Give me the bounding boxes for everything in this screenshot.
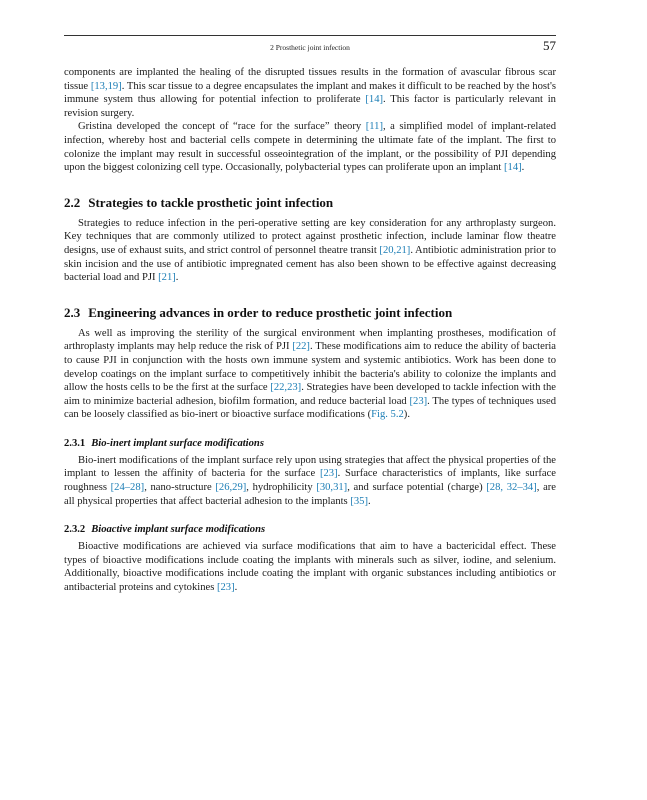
citation-link[interactable]: [11] (365, 121, 383, 133)
paragraph-text: . (234, 582, 238, 594)
paragraph (64, 540, 556, 594)
paragraph-text: components are implanted the healing of the disrupted tissues results in the formation of avascular fibrous scar tissue (64, 67, 556, 92)
citation-link[interactable]: [22,23] (270, 382, 302, 394)
paragraph-text: . These modifications aim to reduce the ability of bacteria to cause PJI in conjunction with the hosts own immune system and systemic antibiotics. Work has been done to develop coatings on the implant surface to competitively inhibit the bacteria's ability to colonize the implants and allow the hosts cells to be the first at the surface (64, 341, 556, 394)
paragraph-text: Bioactive modifications are achieved via surface modifications that aim to have a bactericidal effect. These types of bioactive modifications include coating the implants with minerals such as silver, iodine, and selenium. Additionally, bioactive modifications include coating the implant with organic substances including antibiotics or antibacterial proteins and cytokines (64, 541, 556, 594)
citation-link[interactable]: [20,21] (379, 244, 411, 256)
paragraph (64, 66, 556, 120)
section-number: 2.2 (64, 194, 81, 210)
paragraph (64, 120, 556, 174)
citation-link[interactable]: [22] (292, 341, 310, 353)
paragraph (64, 454, 556, 508)
page-number: 57 (543, 38, 556, 53)
paragraph (64, 217, 556, 285)
citation-link[interactable]: [24–28] (110, 482, 145, 494)
paragraph-text: . Antibiotic administration prior to skin incision and the use of antibiotic impregnated cement has also been shown to be effective against decreasing bacterial load and PJI (64, 244, 556, 284)
paragraph-text: . (521, 162, 525, 174)
citation-link[interactable]: [26,29] (215, 482, 247, 494)
paragraph-text: ). (403, 409, 410, 421)
paragraph-text: . Strategies have been developed to tackle infection with the aim to minimize bacterial adhesion, biofilm formation, and reduce bacterial load (64, 382, 556, 407)
citation-link[interactable]: [23] (409, 395, 428, 407)
paragraph-text: . The types of techniques used can be loosely classified as bio-inert or bioactive surface modifications ( (64, 395, 556, 421)
citation-link[interactable]: [13,19] (90, 80, 122, 92)
subsection-number: 2.3.2 (64, 524, 86, 536)
paragraph-text: . This factor is particularly relevant in revision surgery. (64, 94, 556, 119)
paragraph-text: . (367, 495, 371, 507)
paragraph-text: , are all physical properties that affect bacterial adhesion to the implants (64, 482, 557, 507)
paragraph-text: , a simplified model of implant-related infection, whereby host and bacterial cells compete in determining the ultimate fate of the implant. The first to colonize the implant may result in successful osseointegration of the implant, or the possibility of PJI depending upon the biggest colonizing cell type. Occasionally, polybacterial types can proliferate upon an implant (64, 121, 556, 174)
subsection-number: 2.3.1 (64, 437, 86, 449)
paragraph-text: . This scar tissue to a degree encapsulates the implant and makes it difficult to be reached by the host's immune system thus allowing for potential infection to proliferate (64, 80, 556, 106)
paragraph-text: . (175, 272, 179, 284)
paragraph-text: , hydrophilicity (246, 482, 317, 494)
citation-link[interactable]: [21] (158, 272, 176, 284)
paragraph-text: Gristina developed the concept of “race for the surface” theory (78, 121, 366, 133)
citation-link[interactable]: [35] (350, 495, 368, 507)
subsection-title: Bioactive implant surface modifications (91, 524, 266, 536)
paragraph-text: . Surface characteristics of implants, like surface roughness (64, 468, 556, 494)
citation-link[interactable]: [30,31] (316, 482, 348, 494)
section-heading (64, 305, 556, 321)
section-number: 2.3 (64, 304, 81, 320)
subsection-title: Bio-inert implant surface modifications (91, 437, 264, 449)
section-title: Engineering advances in order to reduce prosthetic joint infection (88, 304, 453, 320)
paragraph-text: Strategies to reduce infection in the peri-operative setting are key consideration for any arthroplasty surgeon. Key techniques that are commonly utilized to protect against prosthetic infection, include laminar flow theatre designs, use of exhaust suits, and strict control of personnel theatre transit (64, 217, 556, 256)
header-rule (64, 35, 556, 36)
citation-link[interactable]: [23] (216, 582, 235, 594)
page-body (64, 66, 556, 595)
paragraph-text: , and surface potential (charge) (347, 482, 487, 494)
citation-link[interactable]: [14] (504, 162, 522, 174)
citation-link[interactable]: [28, 32–34] (486, 482, 537, 494)
paragraph-text: Bio-inert modifications of the implant surface rely upon using strategies that affect the physical properties of the implant to lessen the affinity of bacteria for the surface (64, 454, 556, 480)
section-title: Strategies to tackle prosthetic joint infection (88, 194, 334, 210)
paragraph-text: As well as improving the sterility of the surgical environment when implanting prostheses, modification of arthroplasty implants may help reduce the risk of PJI (64, 327, 556, 353)
section-heading (64, 195, 556, 211)
citation-link[interactable]: Fig. 5.2 (371, 409, 404, 421)
citation-link[interactable]: [14] (365, 94, 384, 106)
running-head (64, 38, 556, 55)
paragraph (64, 327, 556, 422)
subsection-heading (64, 523, 556, 537)
citation-link[interactable]: [23] (319, 468, 338, 480)
running-title: 2 Prosthetic joint infection (270, 43, 350, 52)
paragraph-text: , nano-structure (144, 482, 216, 494)
subsection-heading (64, 437, 556, 451)
